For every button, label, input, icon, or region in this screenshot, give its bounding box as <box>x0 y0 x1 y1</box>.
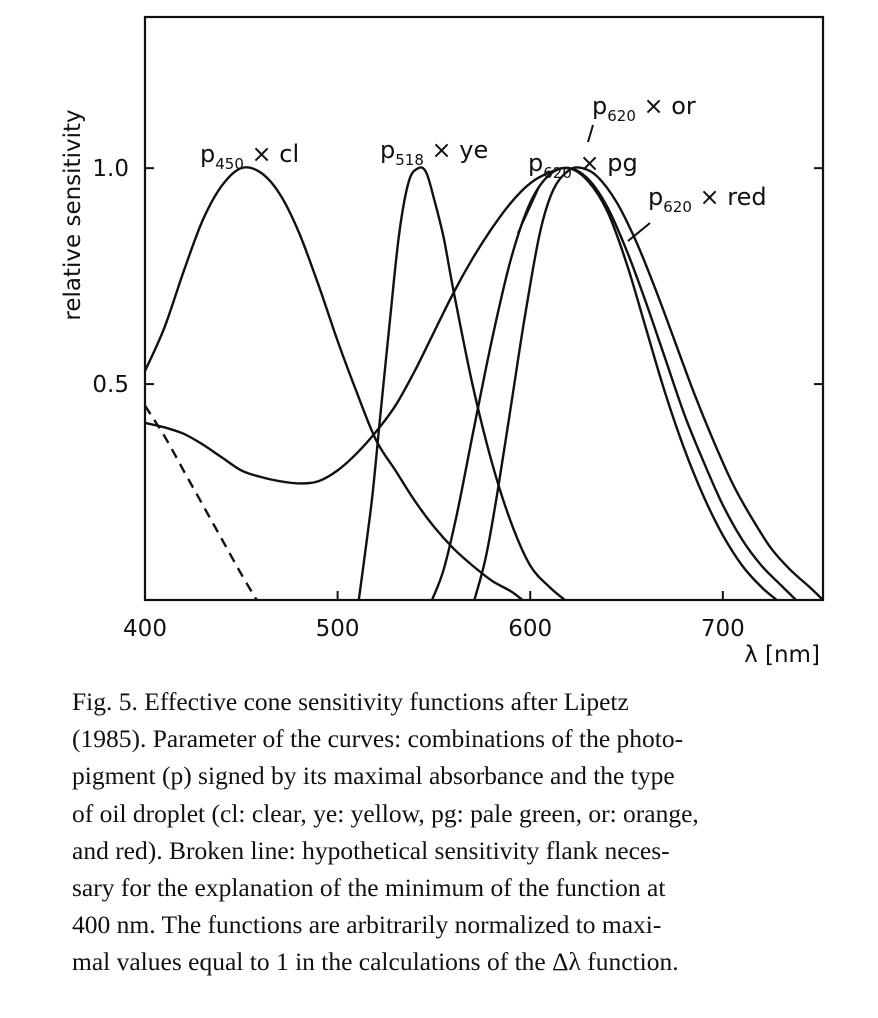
x-tick-label: 500 <box>315 616 360 642</box>
caption-line: (1985). Parameter of the curves: combinations of the photo- <box>72 724 684 754</box>
curve-label: $p_{518}$ × ye <box>380 136 489 169</box>
curve-label: $p_{620}$ × or <box>592 92 696 125</box>
plot-frame <box>145 17 823 600</box>
x-axis-label: λ [nm] <box>744 642 820 668</box>
y-axis-label: relative sensitivity <box>60 109 86 321</box>
curve-p620-red <box>474 167 823 600</box>
figure-caption <box>72 683 852 981</box>
x-tick-label: 400 <box>123 616 167 642</box>
curve-p620-pg <box>145 168 777 600</box>
x-tick-label: 700 <box>700 616 745 642</box>
curve-hypothetical-flank <box>145 406 257 600</box>
curve-label: $p_{620}$ × red <box>648 183 767 216</box>
caption-line: 400 nm. The functions are arbitrarily normalized to maxi- <box>72 910 662 940</box>
curve-label: $p_{620}$ × pg <box>528 149 638 182</box>
caption-line: Fig. 5. Effective cone sensitivity functions after Lipetz <box>72 687 629 716</box>
curve-p620-or <box>432 168 796 600</box>
caption-line: of oil droplet (cl: clear, ye: yellow, pg: pale green, or: orange, <box>72 798 699 828</box>
caption-line: and red). Broken line: hypothetical sensitivity flank neces- <box>72 835 670 865</box>
x-tick-label: 600 <box>508 616 553 642</box>
y-tick-label: 0.5 <box>92 372 129 399</box>
caption-line: mal values equal to 1 in the calculations of the Δλ function. <box>72 947 679 977</box>
caption-line: pigment (p) signed by its maximal absorbance and the type <box>72 761 675 791</box>
curve-label: $p_{450}$ × cl <box>200 140 300 173</box>
y-tick-label: 1.0 <box>92 156 129 183</box>
caption-line: sary for the explanation of the minimum of the function at <box>72 873 666 903</box>
curve-p450-cl <box>145 167 523 600</box>
curve-p518-ye <box>359 167 565 600</box>
label-leader-line <box>588 125 593 142</box>
